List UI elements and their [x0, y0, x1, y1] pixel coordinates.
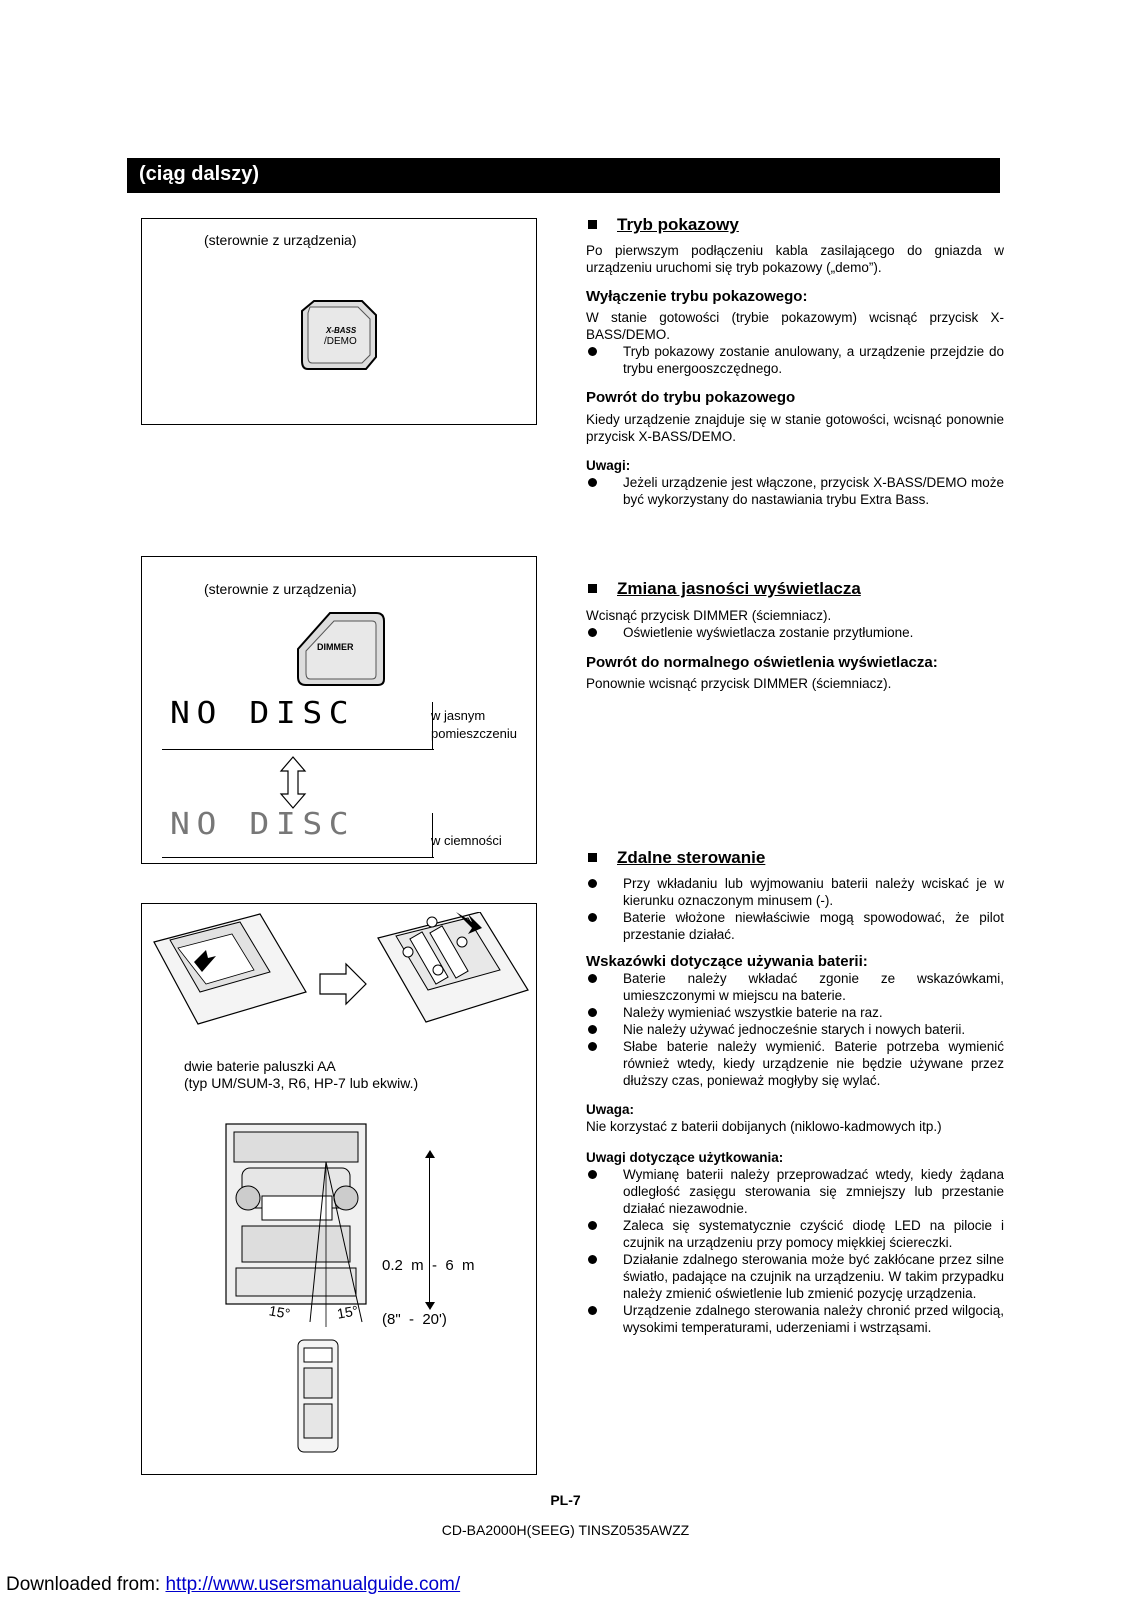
lcd-dark: NO DISC — [170, 807, 356, 842]
demo-figure — [141, 218, 537, 425]
demo-off-bullet: Tryb pokazowy zostanie anulowany, a urządzenie przejdzie do trybu energooszczędnego. — [586, 343, 1004, 377]
lcd-dark-underline — [162, 857, 434, 858]
bullet-dot-icon — [588, 1008, 597, 1017]
list-item: Wymianę baterii należy przeprowadzać wtedy, kiedy żądana odległość zasięgu sterowania się zmniejszy lub przestanie działać niezawodnie. — [586, 1166, 1004, 1217]
download-link[interactable]: http://www.usersmanualguide.com/ — [165, 1574, 461, 1595]
bullet-dot-icon — [588, 1255, 597, 1264]
list-item: Działanie zdalnego sterowania może być zakłócane przez silne światło, padające na czujnik na urządzeniu. W takim przypadku należy zmienić oświetlenie lub zmienić pozycję urządzenia. — [586, 1251, 1004, 1302]
range-label — [382, 1221, 475, 1365]
list-item: Baterie należy wkładać zgonie ze wskazówkami, umieszczonymi w miejscu na baterie. — [586, 970, 1004, 1004]
battery-caption-line-1: dwie baterie paluszki AA — [184, 1058, 336, 1074]
dimmer-section-title — [586, 580, 1004, 597]
square-bullet-icon — [588, 220, 597, 229]
bullet-dot-icon — [588, 347, 597, 356]
list-item: Zaleca się systematycznie czyścić diodę LED na pilocie i czujnik na urządzeniu przy pomocy miękkiej ściereczki. — [586, 1217, 1004, 1251]
dimmer-text: Wcisnąć przycisk DIMMER (ściemniacz). — [586, 608, 832, 623]
angle-left-label: 15° — [267, 1302, 292, 1322]
demo-button-label-top: X-BASS — [326, 326, 357, 335]
demo-title-text: Tryb pokazowy — [617, 215, 739, 234]
battery-tips — [586, 970, 1004, 1089]
list-item: Nie należy używać jednocześnie starych i nowych baterii. — [586, 1021, 1004, 1038]
battery-caption — [184, 1058, 418, 1092]
square-bullet-icon — [588, 584, 597, 593]
bullet-dot-icon — [588, 1042, 597, 1051]
main-unit-illustration — [222, 1122, 372, 1462]
angle-right-label: 15° — [335, 1302, 360, 1322]
list-item: Przy wkładaniu lub wyjmowaniu baterii należy wciskać je w kierunku oznaczonym minusem (-). — [586, 875, 1004, 909]
caution-title: Uwaga: — [586, 1102, 635, 1117]
dark-label: w ciemności — [431, 833, 502, 848]
caution-text: Nie korzystać z baterii dobijanych (niklowo-kadmowych itp.) — [586, 1119, 942, 1134]
demo-section-title — [586, 216, 1004, 233]
dimmer-button-icon — [294, 609, 389, 689]
list-item: Należy wymieniać wszystkie baterie na raz. — [586, 1004, 1004, 1021]
bullet-dot-icon — [588, 879, 597, 888]
demo-back-text: Kiedy urządzenie znajduje się w stanie gotowości, wcisnąć ponownie przycisk X-BASS/DEMO. — [586, 412, 1004, 444]
remote-figure — [141, 903, 537, 1475]
demo-notes-bullet: Jeżeli urządzenie jest włączone, przycisk X-BASS/DEMO może być wykorzystany do nastawiania trybu Extra Bass. — [586, 474, 1004, 508]
user-notes-title: Uwagi dotyczące użytkowania: — [586, 1150, 784, 1165]
double-arrow-icon — [278, 755, 308, 810]
download-note — [6, 1574, 460, 1596]
bullet-dot-icon — [588, 913, 597, 922]
dimmer-back-text: Ponownie wcisnąć przycisk DIMMER (ściemniacz). — [586, 676, 892, 691]
square-bullet-icon — [588, 853, 597, 862]
demo-figure-caption: (sterownie z urządzenia) — [204, 232, 357, 248]
dimmer-button-label: DIMMER — [317, 642, 354, 652]
demo-intro: Po pierwszym podłączeniu kabla zasilającego do gniazda w urządzeniu uruchomi się tryb pokazowy („demo”). — [586, 243, 1004, 275]
range-label-metric: 0.2 m - 6 m — [382, 1257, 475, 1274]
bullet-dot-icon — [588, 478, 597, 487]
remote-section-title — [586, 849, 1004, 866]
demo-back-title: Powrót do trybu pokazowego — [586, 389, 796, 406]
bullet-dot-icon — [588, 1170, 597, 1179]
battery-insertion-illustration — [150, 912, 530, 1042]
remote-bullets — [586, 875, 1004, 943]
dimmer-figure — [141, 556, 537, 864]
bright-label: w jasnym pomieszczeniu — [431, 708, 517, 741]
battery-caption-line-2: (typ UM/SUM-3, R6, HP-7 lub ekwiw.) — [184, 1075, 419, 1091]
dimmer-bullet: Oświetlenie wyświetlacza zostanie przytłumione. — [586, 624, 1004, 641]
list-item: Urządzenie zdalnego sterowania należy chronić przed wilgocią, wysokimi temperaturami, uderzeniami i wstrząsami. — [586, 1302, 1004, 1336]
bullet-dot-icon — [588, 974, 597, 983]
list-item: Słabe baterie należy wymienić. Baterie potrzeba wymienić również wtedy, kiedy urządzenie nie będzie używane przez dłuższy czas, ponieważ mogłyby się wylać. — [586, 1038, 1004, 1089]
lcd-bright: NO DISC — [170, 696, 356, 731]
list-item: Baterie włożone niewłaściwie mogą spowodować, że pilot przestanie działać. — [586, 909, 1004, 943]
bullet-dot-icon — [588, 1221, 597, 1230]
bullet-dot-icon — [588, 1306, 597, 1315]
demo-off-title: Wyłączenie trybu pokazowego: — [586, 288, 808, 305]
dimmer-back-title: Powrót do normalnego oświetlenia wyświetlacza: — [586, 654, 938, 671]
page-number: PL-7 — [550, 1492, 581, 1508]
remote-title-text: Zdalne sterowanie — [617, 848, 766, 867]
dimmer-figure-caption: (sterownie z urządzenia) — [204, 581, 357, 597]
battery-tips-title: Wskazówki dotyczące używania baterii: — [586, 953, 868, 970]
demo-notes-title: Uwagi: — [586, 458, 631, 473]
demo-section — [586, 216, 1004, 508]
dimmer-title-text: Zmiana jasności wyświetlacza — [617, 579, 861, 598]
bullet-dot-icon — [588, 1025, 597, 1034]
user-notes — [586, 1166, 1004, 1336]
demo-off-text: W stanie gotowości (trybie pokazowym) wcisnąć przycisk X-BASS/DEMO. — [586, 310, 1004, 342]
model-code: CD-BA2000H(SEEG) TINSZ0535AWZZ — [441, 1522, 690, 1538]
remote-section — [586, 849, 1004, 1336]
section-header: (ciąg dalszy) — [127, 158, 1000, 191]
xbass-demo-button-icon — [300, 297, 380, 372]
range-label-imperial: (8" - 20') — [382, 1311, 447, 1328]
download-label: Downloaded from: — [6, 1574, 161, 1595]
lcd-bright-underline — [162, 749, 434, 750]
bullet-dot-icon — [588, 628, 597, 637]
dimmer-section — [586, 580, 1004, 692]
header-rule — [127, 190, 1000, 193]
range-arrow-up-icon — [425, 1150, 435, 1158]
demo-button-label-bottom: /DEMO — [324, 336, 357, 347]
